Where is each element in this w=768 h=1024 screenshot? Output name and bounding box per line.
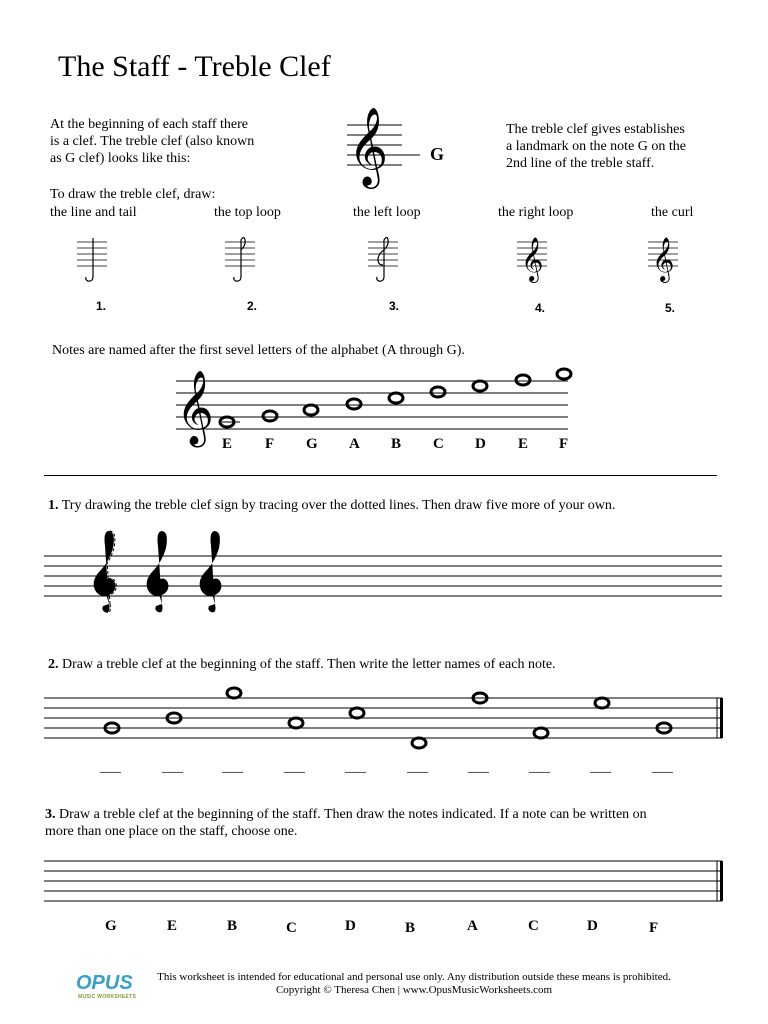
answer-blank[interactable]: ___: [284, 760, 305, 775]
note-name-label: E: [222, 436, 233, 452]
step-number: 1.: [96, 299, 107, 313]
target-note-label: D: [587, 918, 598, 934]
note-name-label: D: [475, 436, 486, 452]
answer-blank[interactable]: ___: [468, 760, 489, 775]
whole-note: [263, 411, 277, 421]
step-number: 2.: [247, 299, 258, 313]
exercise-number: 3.: [45, 807, 56, 822]
svg-text:𝄞: 𝄞: [652, 237, 675, 281]
exercise-text: more than one place on the staff, choose one.: [45, 824, 298, 839]
target-note-label: B: [405, 920, 416, 936]
note-names-staff: [172, 365, 572, 445]
target-note-label: F: [649, 920, 659, 936]
note-name-label: G: [306, 436, 318, 452]
notes-intro-text: Notes are named after the first sevel letters of the alphabet (A through G).: [52, 343, 465, 358]
treble-clef-icon: 𝄞: [176, 371, 214, 445]
exercise-3-staff[interactable]: [44, 858, 734, 908]
intro-left-text: [50, 116, 254, 167]
clef-step-2-icon: [225, 236, 265, 286]
answer-blank[interactable]: ___: [222, 760, 243, 775]
answer-blank[interactable]: ___: [162, 760, 183, 775]
exercise-number: 2.: [48, 657, 59, 672]
answer-blank[interactable]: ___: [100, 760, 121, 775]
exercise-2-instructions: [48, 656, 556, 673]
exercise-text: Draw a treble clef at the beginning of the staff. Then write the letter names of each note.: [62, 657, 556, 672]
answer-blank[interactable]: ___: [529, 760, 550, 775]
note-name-label: A: [349, 436, 360, 452]
exercise-1-staff[interactable]: [44, 528, 724, 618]
landmark-note-label: G: [430, 144, 445, 164]
whole-note: [304, 405, 318, 415]
whole-note: [389, 393, 403, 403]
step-label: the right loop: [498, 205, 574, 220]
intro-right-line: The treble clef gives establishes: [506, 122, 685, 137]
footer-notice: This worksheet is intended for educational and personal use only. Any distribution outside these means is prohibited.: [157, 971, 671, 983]
whole-note: [412, 738, 426, 748]
logo-text: OPUS: [76, 972, 133, 994]
answer-blank[interactable]: ___: [345, 760, 366, 775]
note-name-label: F: [265, 436, 275, 452]
intro-left-line: At the beginning of each staff there: [50, 117, 249, 132]
whole-note: [595, 698, 609, 708]
answer-blank[interactable]: ___: [590, 760, 611, 775]
step-label: the line and tail: [50, 205, 137, 220]
answer-blank[interactable]: ___: [652, 760, 673, 775]
target-note-label: D: [345, 918, 356, 934]
step-label: the top loop: [214, 205, 281, 220]
target-note-label: A: [467, 918, 478, 934]
clef-step-4-icon: [517, 236, 557, 286]
intro-left-line: is a clef. The treble clef (also known: [50, 134, 255, 149]
step-label: the curl: [651, 205, 694, 220]
step-number: 3.: [389, 299, 400, 313]
exercise-2-staff[interactable]: [44, 688, 734, 748]
whole-note: [473, 381, 487, 391]
svg-text:𝄞: 𝄞: [521, 237, 544, 281]
whole-note: [227, 688, 241, 698]
footer-copyright: Copyright © Theresa Chen | www.OpusMusicWorksheets.com: [275, 984, 553, 996]
step-number: 5.: [665, 301, 676, 315]
page-title: The Staff - Treble Clef: [58, 50, 331, 83]
whole-note: [557, 369, 571, 379]
target-note-label: E: [167, 918, 178, 934]
note-name-label: B: [391, 436, 402, 452]
section-divider: [44, 475, 717, 476]
intro-right-text: [506, 121, 686, 172]
intro-left-line: as G clef) looks like this:: [50, 151, 191, 166]
step-label: the left loop: [353, 205, 421, 220]
intro-staff-clef: [342, 105, 432, 185]
clef-step-1-icon: [77, 236, 117, 286]
exercise-text: Draw a treble clef at the beginning of the staff. Then draw the notes indicated. If a note can be written on: [59, 807, 647, 822]
logo-subtitle: MUSIC WORKSHEETS: [78, 994, 137, 1000]
draw-steps-heading: To draw the treble clef, draw:: [50, 187, 216, 202]
whole-note: [350, 708, 364, 718]
intro-right-line: a landmark on the note G on the: [506, 139, 687, 154]
note-name-label: E: [518, 436, 529, 452]
whole-note: [347, 399, 361, 409]
target-note-label: B: [227, 918, 238, 934]
exercise-1-instructions: [48, 497, 615, 514]
intro-right-line: 2nd line of the treble staff.: [506, 156, 655, 171]
step-number: 4.: [535, 301, 546, 315]
whole-note: [516, 375, 530, 385]
exercise-text: Try drawing the treble clef sign by tracing over the dotted lines. Then draw five more of your own.: [61, 498, 616, 513]
note-name-label: F: [559, 436, 569, 452]
target-note-label: C: [528, 918, 539, 934]
exercise-number: 1.: [48, 498, 59, 513]
whole-note: [534, 728, 548, 738]
clef-step-3-icon: [368, 236, 408, 286]
exercise-3-instructions: [45, 806, 647, 840]
clef-step-5-icon: [648, 236, 688, 286]
target-note-label: G: [105, 918, 117, 934]
staff-notes: [220, 369, 571, 427]
answer-blank[interactable]: ___: [407, 760, 428, 775]
note-name-label: C: [433, 436, 444, 452]
target-note-label: C: [286, 920, 297, 936]
whole-note: [289, 718, 303, 728]
treble-clef-icon: 𝄞: [348, 107, 389, 186]
whole-note: [431, 387, 445, 397]
